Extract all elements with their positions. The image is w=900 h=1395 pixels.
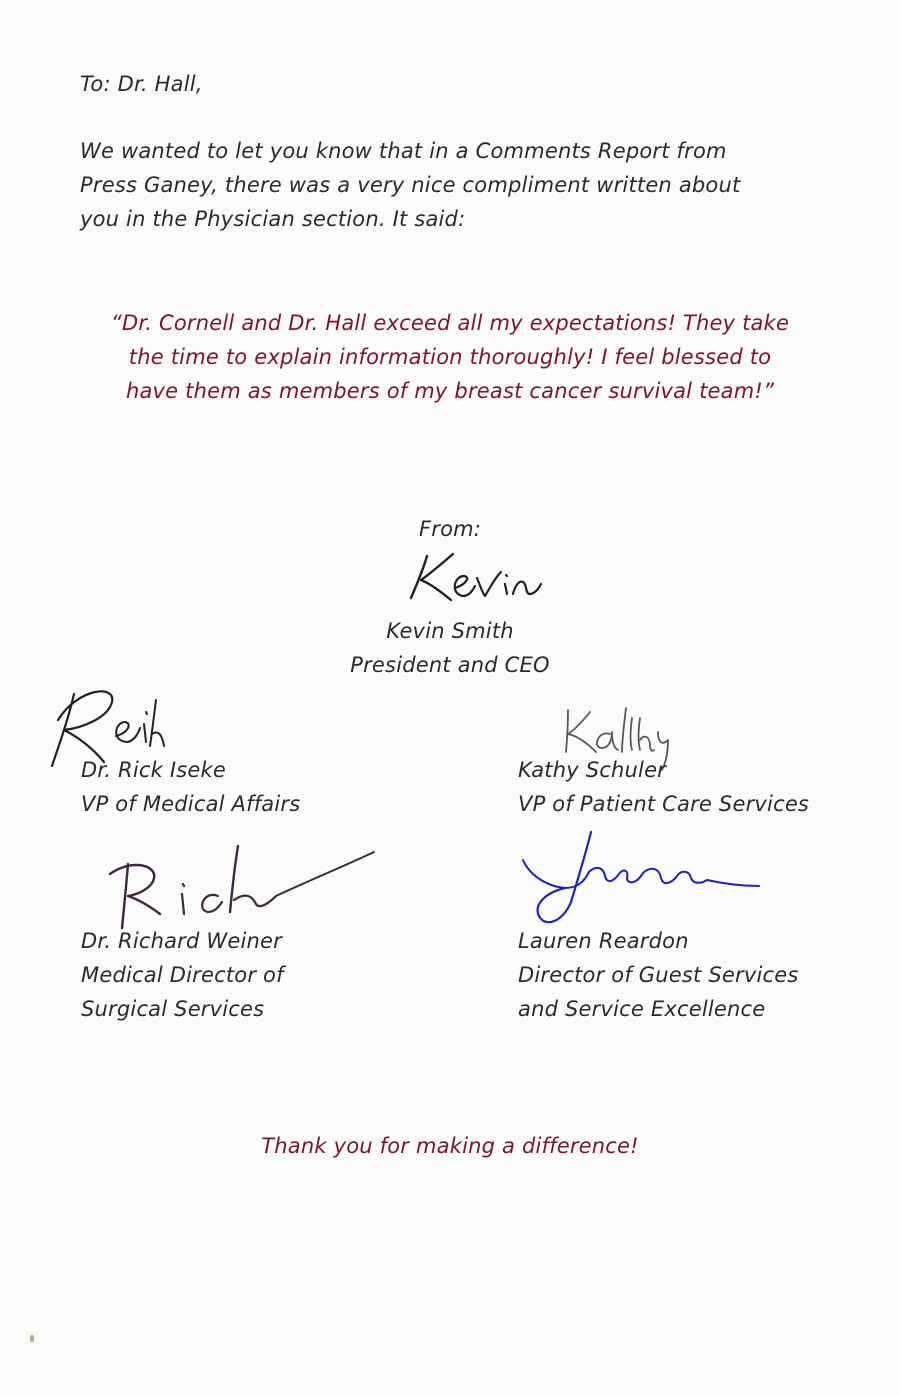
weiner-name: Dr. Richard Weiner (81, 929, 282, 953)
quote-line: “Dr. Cornell and Dr. Hall exceed all my expectations! They take (110, 311, 790, 335)
salutation: To: Dr. Hall, (80, 72, 203, 96)
weiner-title-line: Surgical Services (81, 997, 265, 1021)
body-line: you in the Physician section. It said: (80, 207, 466, 231)
rick-weiner-signature (100, 840, 385, 935)
reardon-title-line: Director of Guest Services (518, 963, 799, 987)
schuler-title: VP of Patient Care Services (518, 792, 810, 816)
reardon-name: Lauren Reardon (518, 929, 689, 953)
weiner-title-line: Medical Director of (81, 963, 284, 987)
quote-line: have them as members of my breast cancer survival team!” (125, 379, 775, 403)
paper-speck (30, 1335, 34, 1342)
reardon-title-line: and Service Excellence (518, 997, 766, 1021)
closing-line: Thank you for making a difference! (261, 1134, 639, 1158)
ceo-title: President and CEO (350, 653, 550, 677)
body-line: We wanted to let you know that in a Comments Report from (80, 139, 727, 163)
iseke-title: VP of Medical Affairs (81, 792, 301, 816)
quote-line: the time to explain information thoroughly! I feel blessed to (128, 345, 772, 369)
ceo-name: Kevin Smith (386, 619, 514, 643)
from-label: From: (418, 517, 482, 541)
kevin-signature (405, 548, 555, 608)
schuler-name: Kathy Schuler (518, 758, 667, 782)
lauren-signature (515, 826, 765, 938)
body-line: Press Ganey, there was a very nice compliment written about (80, 173, 741, 197)
iseke-name: Dr. Rick Iseke (81, 758, 226, 782)
